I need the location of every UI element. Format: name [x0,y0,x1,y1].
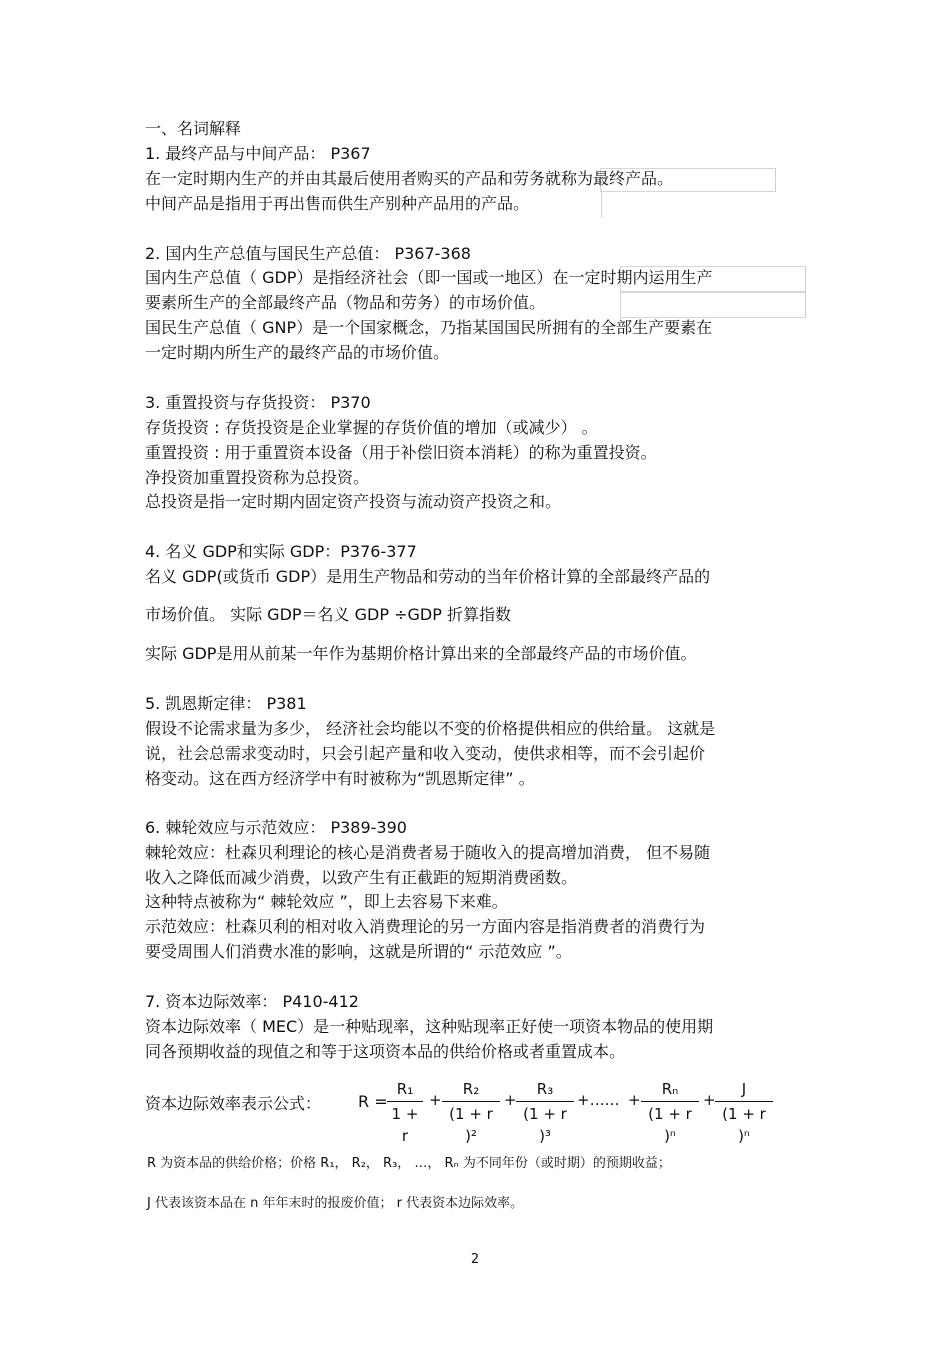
term-heading: 4. 名义 GDP和实际 GDP：P376-377 [145,542,417,561]
body-line: 在一定时期内生产的并由其最后使用者购买的产品和劳务就称为最终产品。 [145,169,674,188]
body-line: 收入之降低而减少消费，以致产生有正截距的短期消费函数。 [145,868,578,887]
fraction-term-n [641,1078,699,1145]
body-line: 要素所生产的全部最终产品（物品和劳务）的市场价值。 [145,293,546,312]
body-line: 中间产品是指用于再出售而供生产别种产品用的产品。 [145,194,530,213]
body-line: 假设不论需求量为多少， 经济社会均能以不变的价格提供相应的供给量。 这就是 [145,719,716,738]
term-heading: 1. 最终产品与中间产品： P367 [145,144,371,163]
scan-box-mark [620,292,806,318]
body-line: 总投资是指一定时期内固定资产投资与流动资产投资之和。 [145,492,562,511]
term-heading: 6. 棘轮效应与示范效应： P389-390 [145,818,407,837]
body-line: 这种特点被称为“ 棘轮效应 ”，即上去容易下来难。 [145,892,508,911]
formula-note: R 为资本品的供给价格；价格 R₁， R₂， R₃， …， Rₙ 为不同年份（或时期）的预期收益； [147,1156,671,1171]
body-line: 同各预期收益的现值之和等于这项资本品的供给价格或者重置成本。 [145,1042,626,1061]
fraction-term-scrap [715,1078,773,1145]
body-line: 棘轮效应：杜森贝利理论的核心是消费者易于随收入的提高增加消费， 但不易随 [145,843,711,862]
term-heading: 2. 国内生产总值与国民生产总值： P367-368 [145,244,471,263]
body-line: 要受周围人们消费水准的影响，这就是所谓的“ 示范效应 ”。 [145,942,572,961]
term-heading: 3. 重置投资与存货投资： P370 [145,393,371,412]
mec-formula [145,1078,785,1145]
fraction-term-1 [387,1078,423,1145]
formula-note: J 代表该资本品在 n 年年末时的报废价值； r 代表资本边际效率。 [147,1196,524,1211]
fraction-numerator: R₃ [536,1080,554,1098]
fraction-numerator: J [741,1080,747,1098]
ellipsis-term: +…… [577,1091,620,1109]
plus-sign: + [504,1091,517,1109]
body-line: 示范效应：杜森贝利的相对收入消费理论的另一方面内容是指消费者的消费行为 [145,917,706,936]
fraction-numerator: R₂ [462,1080,480,1098]
scan-box-mark [601,192,602,218]
body-line: 资本边际效率（ MEC）是一种贴现率，这种贴现率正好使一项资本物品的使用期 [145,1017,714,1036]
body-line: 实际 GDP是用从前某一年作为基期价格计算出来的全部最终产品的市场价值。 [145,644,697,663]
fraction-denominator: (1 + r )³ [523,1105,567,1145]
fraction-bar [516,1101,574,1102]
body-line: 市场价值。 实际 GDP＝名义 GDP ÷GDP 折算指数 [145,605,511,624]
body-line: 存货投资 : 存货投资是企业掌握的存货价值的增加（或减少） 。 [145,418,598,437]
fraction-numerator: Rₙ [661,1080,679,1098]
plus-sign: + [628,1091,641,1109]
fraction-bar [641,1101,699,1102]
fraction-bar [715,1101,773,1102]
body-line: 国民生产总值（ GNP）是一个国家概念，乃指某国国民所拥有的全部生产要素在 [145,318,713,337]
section-heading: 一、名词解释 [145,119,242,138]
plus-sign: + [429,1091,442,1109]
formula-label: 资本边际效率表示公式： [145,1094,322,1113]
fraction-denominator: 1 + r [391,1105,419,1145]
fraction-term-2 [442,1078,500,1145]
fraction-bar [442,1101,500,1102]
fraction-numerator: R₁ [396,1080,414,1098]
body-line: 名义 GDP(或货币 GDP）是用生产物品和劳动的当年价格计算的全部最终产品的 [145,567,711,586]
fraction-denominator: (1 + r )ⁿ [722,1105,766,1145]
fraction-term-3 [516,1078,574,1145]
fraction-bar [387,1101,423,1102]
body-line: 格变动。这在西方经济学中有时被称为“凯恩斯定律” 。 [145,769,535,788]
body-line: 国内生产总值（ GDP）是指经济社会（即一国或一地区）在一定时期内运用生产 [145,268,713,287]
plus-sign: + [703,1091,716,1109]
page-number: 2 [470,1252,480,1267]
formula-lhs: R = [358,1092,388,1111]
body-line: 净投资加重置投资称为总投资。 [145,468,370,487]
term-heading: 7. 资本边际效率： P410-412 [145,992,359,1011]
fraction-denominator: (1 + r )ⁿ [648,1105,692,1145]
body-line: 说，社会总需求变动时，只会引起产量和收入变动，使供求相等，而不会引起价 [145,744,706,763]
body-line: 一定时期内所生产的最终产品的市场价值。 [145,343,450,362]
term-heading: 5. 凯恩斯定律： P381 [145,694,307,713]
fraction-denominator: (1 + r )² [449,1105,493,1145]
body-line: 重置投资 : 用于重置资本设备（用于补偿旧资本消耗）的称为重置投资。 [145,443,657,462]
